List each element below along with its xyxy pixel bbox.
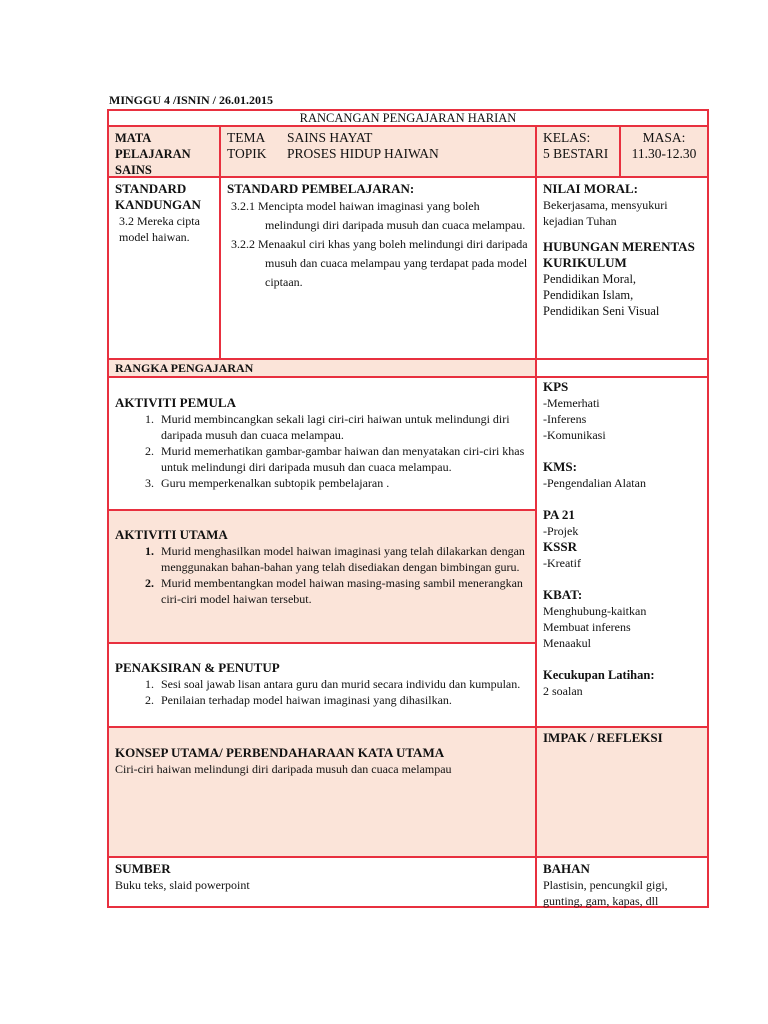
hubungan-item: Pendidikan Islam, — [543, 288, 634, 302]
konsep-text: Ciri-ciri haiwan melindungi diri daripada musuh dan cuaca melampau — [115, 762, 452, 776]
kssr-heading: KSSR — [543, 539, 577, 554]
aktiviti-pemula-heading: AKTIVITI PEMULA — [115, 395, 236, 410]
topik-label: TOPIK — [227, 146, 267, 161]
masa-value: 11.30-12.30 — [631, 146, 697, 161]
pa21-item: -Projek — [543, 524, 579, 538]
tema-label: TEMA — [227, 130, 266, 145]
kps-item: -Komunikasi — [543, 428, 606, 442]
subject-label: MATA PELAJARAN SAINS — [115, 131, 191, 177]
penaksiran-item: 1. Sesi soal jawab lisan antara guru dan murid secara individu dan kumpulan. — [157, 676, 529, 692]
hubungan-item: Pendidikan Moral, — [543, 272, 637, 286]
aktiviti-utama-heading: AKTIVITI UTAMA — [115, 527, 228, 542]
border-konsep-bottom — [107, 856, 709, 858]
nilai-moral-cell — [537, 179, 707, 321]
aktiviti-pemula-item: 3. Guru memperkenalkan subtopik pembelajaran . — [157, 475, 529, 491]
kelas-block — [537, 128, 619, 164]
kssr-item: -Kreatif — [543, 556, 581, 570]
bahan-text: Plastisin, pencungkil gigi, gunting, gam, kapas, dll — [543, 878, 668, 908]
kps-item: -Inferens — [543, 412, 587, 426]
side-skills-cell — [537, 377, 707, 701]
aktiviti-utama-item: 1. Murid menghasilkan model haiwan imaginasi yang telah dilakarkan dengan menggunakan bahan-bahan yang telah disediakan dengan bimbingan guru. — [157, 543, 529, 575]
border-utama-bottom — [107, 642, 536, 644]
border-right — [707, 109, 709, 908]
tema-value: SAINS HAYAT — [287, 130, 373, 145]
kps-heading: KPS — [543, 379, 569, 394]
aktiviti-utama-item: 2. Murid membentangkan model haiwan masing-masing sambil menerangkan ciri-ciri model haiwan tersebut. — [157, 575, 529, 607]
topic-block — [221, 128, 535, 164]
nilai-moral-heading: NILAI MORAL: — [543, 181, 638, 196]
kbat-item: Menaakul — [543, 636, 591, 650]
standard-pembelajaran-heading: STANDARD PEMBELAJARAN: — [227, 181, 415, 196]
latihan-heading: Kecukupan Latihan: — [543, 668, 655, 682]
penaksiran-heading: PENAKSIRAN & PENUTUP — [115, 660, 280, 675]
impak-heading: IMPAK / REFLEKSI — [543, 730, 663, 745]
masa-label: MASA: — [642, 130, 686, 145]
bahan-cell — [537, 859, 707, 911]
kbat-heading: KBAT: — [543, 587, 583, 602]
kelas-value: 5 BESTARI — [543, 146, 609, 161]
standard-pembelajaran-item: 3.2.1 Mencipta model haiwan imaginasi yang boleh melindungi diri daripada musuh dan cuaca melampau. — [231, 199, 526, 232]
standard-kandungan-heading: STANDARD KANDUNGAN — [115, 181, 201, 212]
kbat-item: Menghubung-kaitkan — [543, 604, 647, 618]
sumber-cell — [109, 859, 535, 895]
penaksiran-cell — [109, 658, 535, 710]
kps-item: -Memerhati — [543, 396, 600, 410]
standard-kandungan-text: 3.2 Mereka cipta model haiwan. — [119, 214, 200, 244]
penaksiran-item: 2. Penilaian terhadap model haiwan imaginasi yang dihasilkan. — [157, 692, 529, 708]
border-pemula-bottom — [107, 509, 536, 511]
hubungan-heading: HUBUNGAN MERENTAS KURIKULUM — [543, 239, 695, 270]
konsep-cell — [109, 743, 535, 779]
rangka-heading: RANGKA PENGAJARAN — [115, 361, 254, 375]
aktiviti-pemula-item: 2. Murid memerhatikan gambar-gambar haiwan dan menyatakan ciri-ciri khas untuk melindungi diri daripada musuh dan cuaca melampau. — [157, 443, 529, 475]
aktiviti-pemula-cell — [109, 393, 535, 493]
standard-pembelajaran-item: 3.2.2 Menaakul ciri khas yang boleh melindungi diri daripada musuh dan cuaca melampau yang terdapat pada model ciptaan. — [231, 237, 528, 289]
konsep-heading: KONSEP UTAMA/ PERBENDAHARAAN KATA UTAMA — [115, 745, 445, 760]
kms-item: -Pengendalian Alatan — [543, 476, 646, 490]
topik-value: PROSES HIDUP HAIWAN — [287, 146, 439, 161]
kbat-item: Membuat inferens — [543, 620, 631, 634]
nilai-moral-text: Bekerjasama, mensyukuri kejadian Tuhan — [543, 198, 668, 228]
sumber-text: Buku teks, slaid powerpoint — [115, 878, 250, 892]
bahan-heading: BAHAN — [543, 861, 590, 876]
standard-kandungan-cell — [109, 179, 219, 247]
kelas-label: KELAS: — [543, 130, 591, 145]
pa21-heading: PA 21 — [543, 507, 575, 522]
week-date-line: MINGGU 4 /ISNIN / 26.01.2015 — [109, 93, 274, 107]
standard-pembelajaran-cell — [221, 179, 535, 294]
latihan-value: 2 soalan — [543, 684, 583, 698]
sumber-heading: SUMBER — [115, 861, 171, 876]
kms-heading: KMS: — [543, 459, 577, 474]
masa-block — [621, 128, 707, 164]
aktiviti-pemula-item: 1. Murid membincangkan sekali lagi ciri-ciri haiwan untuk melindungi diri daripada musuh dan cuaca melampau. — [157, 411, 529, 443]
hubungan-item: Pendidikan Seni Visual — [543, 304, 660, 318]
aktiviti-utama-cell — [109, 525, 535, 609]
form-title: RANCANGAN PENGAJARAN HARIAN — [299, 111, 517, 125]
